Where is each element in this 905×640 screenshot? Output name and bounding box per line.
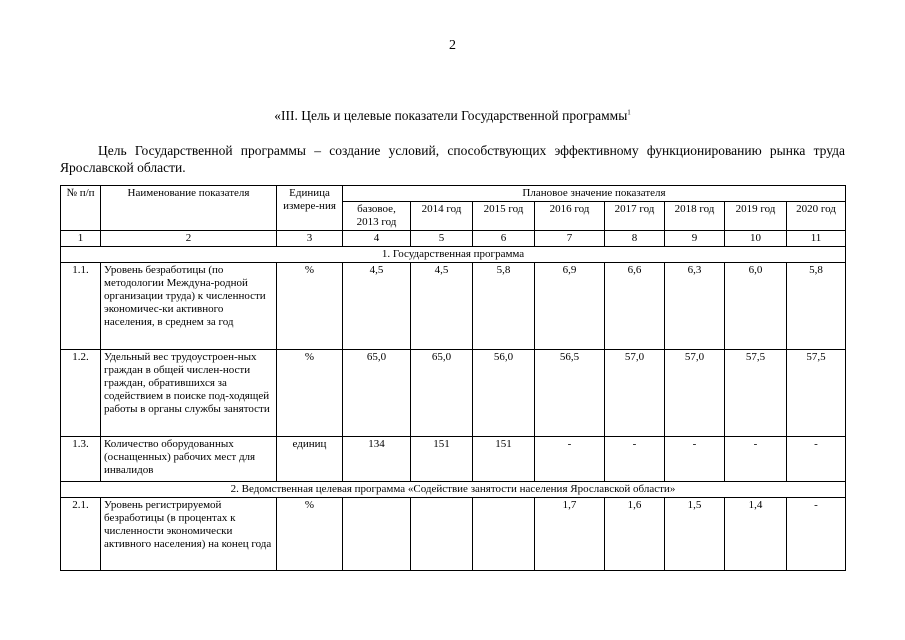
column-number-row (61, 231, 846, 247)
row-value: 151 (473, 437, 535, 482)
row-value: 57,5 (787, 350, 846, 437)
row-value (343, 498, 411, 571)
row-num: 1.3. (61, 437, 101, 482)
section-title: 2. Ведомственная целевая программа «Содействие занятости населения Ярославской области» (61, 482, 846, 498)
header-year: 2016 год (535, 202, 605, 231)
row-value: 1,7 (535, 498, 605, 571)
table-row (61, 350, 846, 437)
row-value: 1,6 (605, 498, 665, 571)
header-name: Наименование показателя (101, 186, 277, 231)
row-value: 4,5 (343, 263, 411, 350)
header-year: 2017 год (605, 202, 665, 231)
row-value: 5,8 (787, 263, 846, 350)
heading-footnote-mark: 1 (627, 108, 631, 117)
indicators-table (60, 185, 846, 571)
row-name: Удельный вес трудоустроен-ных граждан в общей числен-ности граждан, обратившихся за содействием в поиске под-ходящей работы в органы службы занятости (101, 350, 277, 437)
column-number: 6 (473, 231, 535, 247)
intro-paragraph: Цель Государственной программы – создание условий, способствующих эффективному функционированию рынка труда Ярославской области. (60, 143, 845, 175)
section-row-1 (61, 247, 846, 263)
row-unit: % (277, 350, 343, 437)
row-value (473, 498, 535, 571)
header-unit: Единица измере-ния (277, 186, 343, 231)
section-row-2 (61, 482, 846, 498)
row-value: 57,0 (665, 350, 725, 437)
row-value: 6,9 (535, 263, 605, 350)
row-value: 134 (343, 437, 411, 482)
row-value: 5,8 (473, 263, 535, 350)
row-value (411, 498, 473, 571)
row-value: 6,0 (725, 263, 787, 350)
row-unit: % (277, 263, 343, 350)
row-value: - (605, 437, 665, 482)
column-number: 3 (277, 231, 343, 247)
table-row (61, 498, 846, 571)
header-year: 2018 год (665, 202, 725, 231)
row-name: Количество оборудованных (оснащенных) рабочих мест для инвалидов (101, 437, 277, 482)
header-year: базовое, 2013 год (343, 202, 411, 231)
table-row (61, 263, 846, 350)
row-name: Уровень регистрируемой безработицы (в процентах к численности экономически активного населения) на конец года (101, 498, 277, 571)
row-num: 1.2. (61, 350, 101, 437)
row-unit: % (277, 498, 343, 571)
row-value: - (665, 437, 725, 482)
table-row (61, 437, 846, 482)
column-number: 4 (343, 231, 411, 247)
row-value: 1,5 (665, 498, 725, 571)
section-heading-text: «III. Цель и целевые показатели Государственной программы (274, 108, 628, 123)
row-value: 57,5 (725, 350, 787, 437)
header-plan: Плановое значение показателя (343, 186, 846, 202)
row-num: 1.1. (61, 263, 101, 350)
row-value: 56,0 (473, 350, 535, 437)
row-value: - (787, 437, 846, 482)
row-value: 57,0 (605, 350, 665, 437)
column-number: 7 (535, 231, 605, 247)
row-value: 1,4 (725, 498, 787, 571)
section-heading (0, 108, 905, 124)
row-value: 56,5 (535, 350, 605, 437)
row-num: 2.1. (61, 498, 101, 571)
section-title: 1. Государственная программа (61, 247, 846, 263)
header-row-1 (61, 186, 846, 202)
row-value: 65,0 (411, 350, 473, 437)
row-value: - (787, 498, 846, 571)
column-number: 8 (605, 231, 665, 247)
header-year: 2019 год (725, 202, 787, 231)
row-value: - (535, 437, 605, 482)
row-value: 6,6 (605, 263, 665, 350)
row-unit: единиц (277, 437, 343, 482)
row-value: 65,0 (343, 350, 411, 437)
column-number: 9 (665, 231, 725, 247)
header-year: 2014 год (411, 202, 473, 231)
page-number: 2 (449, 38, 456, 53)
header-num: № п/п (61, 186, 101, 231)
column-number: 11 (787, 231, 846, 247)
row-value: 151 (411, 437, 473, 482)
row-value: 4,5 (411, 263, 473, 350)
row-name: Уровень безработицы (по методологии Междуна-родной организации труда) к численности экономичес-ки активного населения, в среднем за год (101, 263, 277, 350)
header-year: 2015 год (473, 202, 535, 231)
row-value: - (725, 437, 787, 482)
column-number: 10 (725, 231, 787, 247)
column-number: 5 (411, 231, 473, 247)
column-number: 2 (101, 231, 277, 247)
row-value: 6,3 (665, 263, 725, 350)
header-year: 2020 год (787, 202, 846, 231)
column-number: 1 (61, 231, 101, 247)
